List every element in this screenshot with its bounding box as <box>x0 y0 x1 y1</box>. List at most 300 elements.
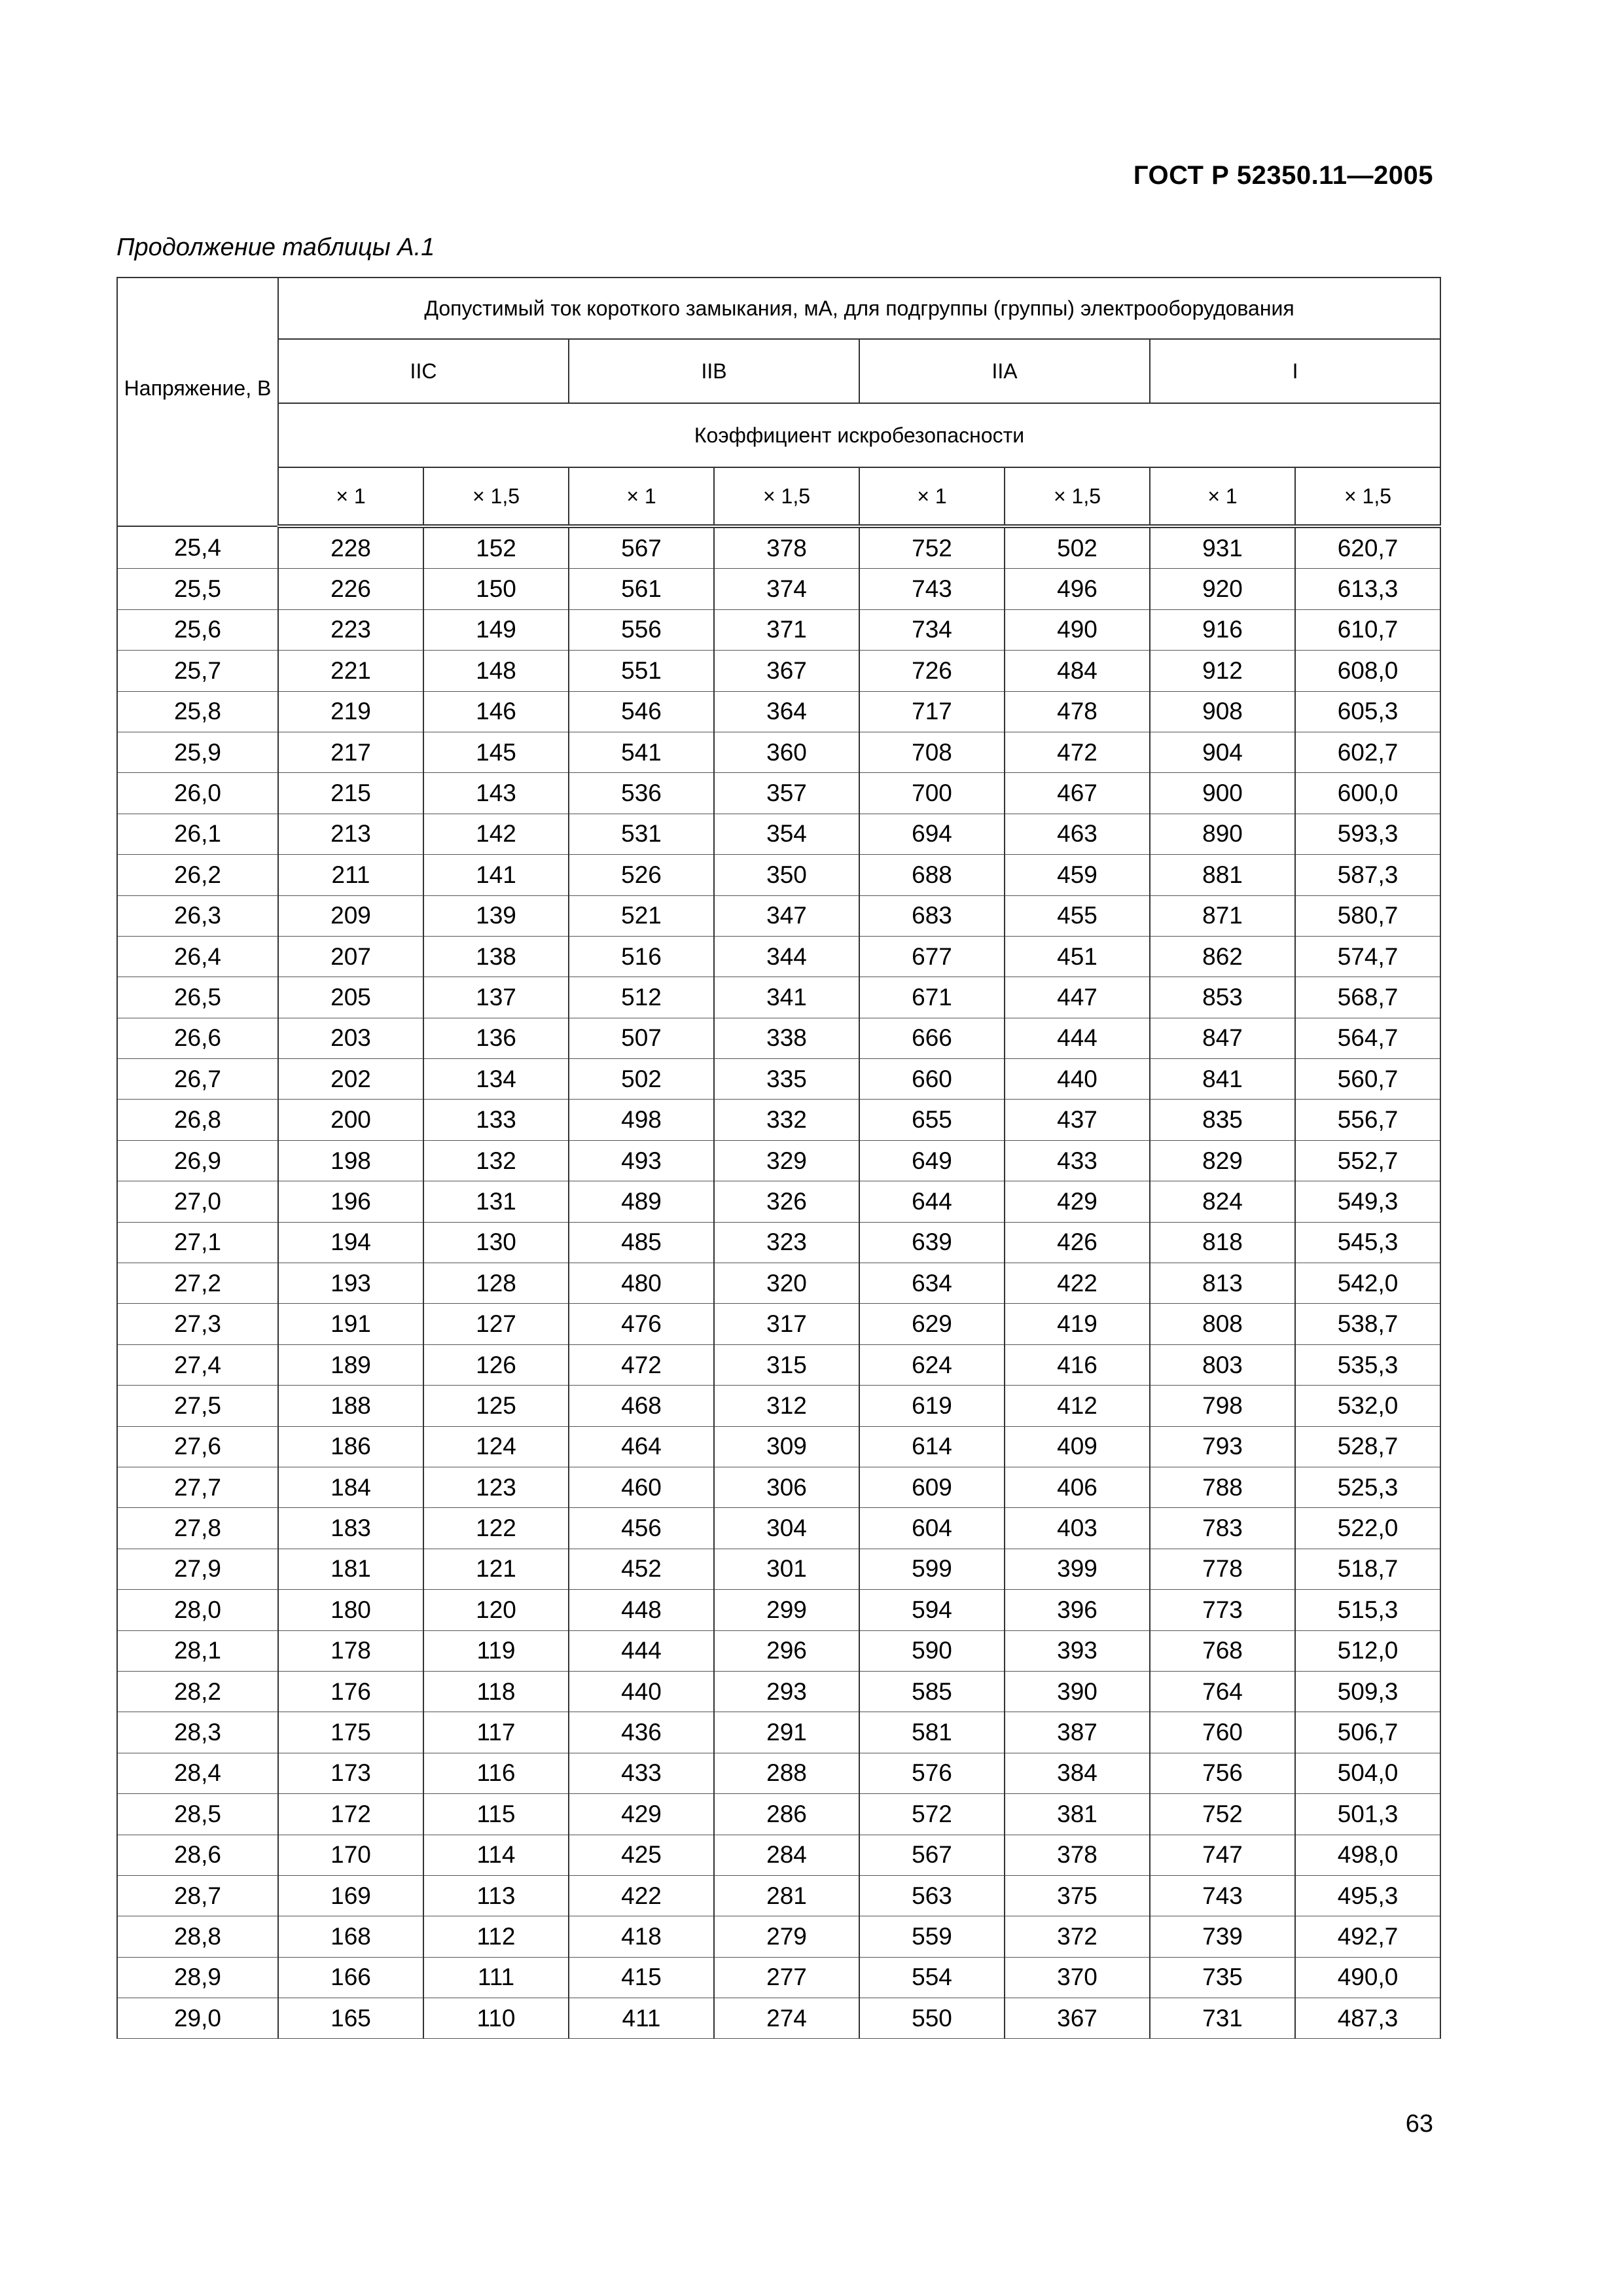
current-cell: 756 <box>1150 1753 1295 1793</box>
current-cell: 605,3 <box>1295 691 1440 732</box>
voltage-cell: 28,0 <box>117 1590 278 1630</box>
current-cell: 301 <box>714 1549 859 1589</box>
current-cell: 552,7 <box>1295 1140 1440 1181</box>
current-cell: 350 <box>714 855 859 895</box>
table-row <box>117 651 1440 691</box>
current-cell: 604 <box>859 1508 1005 1549</box>
current-cell: 211 <box>278 855 423 895</box>
current-header: Допустимый ток короткого замыкания, мА, для подгруппы (группы) электрооборудования <box>278 278 1440 339</box>
current-cell: 312 <box>714 1386 859 1426</box>
current-cell: 920 <box>1150 569 1295 609</box>
current-cell: 451 <box>1005 936 1150 977</box>
current-cell: 415 <box>569 1957 714 1998</box>
current-cell: 735 <box>1150 1957 1295 1998</box>
table-caption: Продолжение таблицы А.1 <box>116 234 435 261</box>
current-cell: 564,7 <box>1295 1018 1440 1058</box>
table-row <box>117 1549 1440 1589</box>
current-cell: 422 <box>569 1875 714 1916</box>
current-cell: 378 <box>714 526 859 569</box>
current-cell: 567 <box>859 1835 1005 1875</box>
table-row <box>117 1957 1440 1998</box>
table-row <box>117 1222 1440 1263</box>
current-cell: 528,7 <box>1295 1426 1440 1467</box>
current-cell: 299 <box>714 1590 859 1630</box>
current-cell: 152 <box>423 526 569 569</box>
table-body <box>117 526 1440 2039</box>
current-cell: 546 <box>569 691 714 732</box>
voltage-cell: 28,2 <box>117 1671 278 1712</box>
current-cell: 563 <box>859 1875 1005 1916</box>
current-cell: 141 <box>423 855 569 895</box>
current-cell: 671 <box>859 977 1005 1018</box>
table-row <box>117 1181 1440 1222</box>
current-cell: 150 <box>423 569 569 609</box>
current-cell: 326 <box>714 1181 859 1222</box>
current-cell: 504,0 <box>1295 1753 1440 1793</box>
current-cell: 472 <box>569 1344 714 1385</box>
voltage-cell: 27,5 <box>117 1386 278 1426</box>
table-row <box>117 1916 1440 1957</box>
voltage-cell: 26,8 <box>117 1100 278 1140</box>
voltage-cell: 25,5 <box>117 569 278 609</box>
current-cell: 708 <box>859 732 1005 772</box>
current-cell: 143 <box>423 773 569 814</box>
voltage-header: Напряжение, В <box>117 278 278 526</box>
current-cell: 306 <box>714 1467 859 1507</box>
current-cell: 535,3 <box>1295 1344 1440 1385</box>
current-cell: 387 <box>1005 1712 1150 1753</box>
current-cell: 773 <box>1150 1590 1295 1630</box>
current-cell: 279 <box>714 1916 859 1957</box>
current-cell: 580,7 <box>1295 895 1440 936</box>
coef-header: × 1 <box>1150 467 1295 526</box>
current-cell: 495,3 <box>1295 1875 1440 1916</box>
current-cell: 459 <box>1005 855 1150 895</box>
current-cell: 139 <box>423 895 569 936</box>
table-row <box>117 773 1440 814</box>
current-cell: 219 <box>278 691 423 732</box>
current-cell: 487,3 <box>1295 1998 1440 2039</box>
current-cell: 538,7 <box>1295 1304 1440 1344</box>
current-cell: 223 <box>278 609 423 650</box>
current-cell: 194 <box>278 1222 423 1263</box>
current-cell: 317 <box>714 1304 859 1344</box>
current-cell: 931 <box>1150 526 1295 569</box>
current-cell: 512 <box>569 977 714 1018</box>
current-cell: 146 <box>423 691 569 732</box>
current-cell: 561 <box>569 569 714 609</box>
voltage-cell: 28,3 <box>117 1712 278 1753</box>
table-row <box>117 1998 1440 2039</box>
current-cell: 666 <box>859 1018 1005 1058</box>
current-cell: 148 <box>423 651 569 691</box>
current-cell: 731 <box>1150 1998 1295 2039</box>
table-row <box>117 1590 1440 1630</box>
table-row <box>117 814 1440 854</box>
current-cell: 168 <box>278 1916 423 1957</box>
current-cell: 468 <box>569 1386 714 1426</box>
current-cell: 813 <box>1150 1263 1295 1304</box>
current-cell: 112 <box>423 1916 569 1957</box>
current-cell: 228 <box>278 526 423 569</box>
current-cell: 613,3 <box>1295 569 1440 609</box>
voltage-cell: 28,6 <box>117 1835 278 1875</box>
current-cell: 320 <box>714 1263 859 1304</box>
current-cell: 200 <box>278 1100 423 1140</box>
current-cell: 629 <box>859 1304 1005 1344</box>
page-number: 63 <box>1405 2110 1433 2138</box>
voltage-cell: 28,4 <box>117 1753 278 1793</box>
current-cell: 549,3 <box>1295 1181 1440 1222</box>
current-cell: 217 <box>278 732 423 772</box>
table-row <box>117 1794 1440 1835</box>
voltage-cell: 28,1 <box>117 1630 278 1671</box>
current-cell: 518,7 <box>1295 1549 1440 1589</box>
current-cell: 545,3 <box>1295 1222 1440 1263</box>
current-cell: 752 <box>1150 1794 1295 1835</box>
current-cell: 309 <box>714 1426 859 1467</box>
current-cell: 429 <box>1005 1181 1150 1222</box>
current-cell: 841 <box>1150 1059 1295 1100</box>
current-cell: 620,7 <box>1295 526 1440 569</box>
voltage-cell: 25,6 <box>117 609 278 650</box>
current-cell: 332 <box>714 1100 859 1140</box>
current-cell: 496 <box>1005 569 1150 609</box>
current-cell: 908 <box>1150 691 1295 732</box>
current-cell: 338 <box>714 1018 859 1058</box>
current-cell: 367 <box>714 651 859 691</box>
current-cell: 127 <box>423 1304 569 1344</box>
current-cell: 390 <box>1005 1671 1150 1712</box>
table-row <box>117 1712 1440 1753</box>
current-cell: 169 <box>278 1875 423 1916</box>
voltage-cell: 27,8 <box>117 1508 278 1549</box>
current-cell: 411 <box>569 1998 714 2039</box>
current-cell: 912 <box>1150 651 1295 691</box>
table-row <box>117 1753 1440 1793</box>
current-cell: 113 <box>423 1875 569 1916</box>
current-cell: 381 <box>1005 1794 1150 1835</box>
voltage-cell: 25,9 <box>117 732 278 772</box>
voltage-cell: 26,0 <box>117 773 278 814</box>
current-cell: 581 <box>859 1712 1005 1753</box>
current-cell: 507 <box>569 1018 714 1058</box>
current-cell: 422 <box>1005 1263 1150 1304</box>
current-cell: 286 <box>714 1794 859 1835</box>
current-cell: 554 <box>859 1957 1005 1998</box>
current-cell: 145 <box>423 732 569 772</box>
current-cell: 372 <box>1005 1916 1150 1957</box>
current-cell: 778 <box>1150 1549 1295 1589</box>
voltage-cell: 28,9 <box>117 1957 278 1998</box>
current-cell: 335 <box>714 1059 859 1100</box>
current-cell: 655 <box>859 1100 1005 1140</box>
current-cell: 593,3 <box>1295 814 1440 854</box>
current-cell: 726 <box>859 651 1005 691</box>
table-row <box>117 569 1440 609</box>
voltage-cell: 28,8 <box>117 1916 278 1957</box>
current-cell: 173 <box>278 1753 423 1793</box>
table-row <box>117 691 1440 732</box>
current-cell: 181 <box>278 1549 423 1589</box>
current-cell: 184 <box>278 1467 423 1507</box>
current-cell: 768 <box>1150 1630 1295 1671</box>
current-cell: 498 <box>569 1100 714 1140</box>
current-cell: 133 <box>423 1100 569 1140</box>
current-cell: 463 <box>1005 814 1150 854</box>
table-row <box>117 1304 1440 1344</box>
current-cell: 587,3 <box>1295 855 1440 895</box>
current-cell: 526 <box>569 855 714 895</box>
current-cell: 221 <box>278 651 423 691</box>
table-row <box>117 1508 1440 1549</box>
current-cell: 134 <box>423 1059 569 1100</box>
current-cell: 467 <box>1005 773 1150 814</box>
current-cell: 480 <box>569 1263 714 1304</box>
current-table <box>116 277 1441 2039</box>
current-cell: 354 <box>714 814 859 854</box>
table-row <box>117 732 1440 772</box>
current-cell: 824 <box>1150 1181 1295 1222</box>
current-cell: 576 <box>859 1753 1005 1793</box>
current-cell: 412 <box>1005 1386 1150 1426</box>
current-cell: 406 <box>1005 1467 1150 1507</box>
current-cell: 694 <box>859 814 1005 854</box>
voltage-cell: 27,9 <box>117 1549 278 1589</box>
current-cell: 344 <box>714 936 859 977</box>
current-cell: 585 <box>859 1671 1005 1712</box>
current-cell: 114 <box>423 1835 569 1875</box>
current-cell: 478 <box>1005 691 1150 732</box>
current-cell: 126 <box>423 1344 569 1385</box>
current-cell: 501,3 <box>1295 1794 1440 1835</box>
current-cell: 490,0 <box>1295 1957 1440 1998</box>
current-cell: 890 <box>1150 814 1295 854</box>
current-cell: 304 <box>714 1508 859 1549</box>
current-cell: 683 <box>859 895 1005 936</box>
current-cell: 213 <box>278 814 423 854</box>
current-cell: 403 <box>1005 1508 1150 1549</box>
current-cell: 393 <box>1005 1630 1150 1671</box>
current-cell: 492,7 <box>1295 1916 1440 1957</box>
current-cell: 205 <box>278 977 423 1018</box>
current-cell: 293 <box>714 1671 859 1712</box>
current-cell: 419 <box>1005 1304 1150 1344</box>
current-cell: 207 <box>278 936 423 977</box>
coef-header: × 1 <box>278 467 423 526</box>
table-row <box>117 1835 1440 1875</box>
coef-header: × 1,5 <box>1005 467 1150 526</box>
current-cell: 490 <box>1005 609 1150 650</box>
current-cell: 226 <box>278 569 423 609</box>
current-cell: 437 <box>1005 1100 1150 1140</box>
group-header-i: I <box>1150 339 1440 403</box>
current-cell: 464 <box>569 1426 714 1467</box>
current-cell: 165 <box>278 1998 423 2039</box>
voltage-cell: 26,2 <box>117 855 278 895</box>
group-header-iic: IIC <box>278 339 569 403</box>
current-cell: 444 <box>1005 1018 1150 1058</box>
current-cell: 203 <box>278 1018 423 1058</box>
current-cell: 384 <box>1005 1753 1150 1793</box>
table-row <box>117 1426 1440 1467</box>
current-cell: 110 <box>423 1998 569 2039</box>
current-cell: 367 <box>1005 1998 1150 2039</box>
group-header-iib: IIB <box>569 339 859 403</box>
current-cell: 522,0 <box>1295 1508 1440 1549</box>
current-cell: 329 <box>714 1140 859 1181</box>
current-cell: 166 <box>278 1957 423 1998</box>
current-cell: 119 <box>423 1630 569 1671</box>
voltage-cell: 27,7 <box>117 1467 278 1507</box>
group-header-iia: IIA <box>859 339 1150 403</box>
current-cell: 117 <box>423 1712 569 1753</box>
current-cell: 609 <box>859 1467 1005 1507</box>
current-cell: 209 <box>278 895 423 936</box>
current-cell: 610,7 <box>1295 609 1440 650</box>
current-cell: 360 <box>714 732 859 772</box>
current-cell: 572 <box>859 1794 1005 1835</box>
current-cell: 183 <box>278 1508 423 1549</box>
current-cell: 447 <box>1005 977 1150 1018</box>
current-cell: 202 <box>278 1059 423 1100</box>
current-cell: 425 <box>569 1835 714 1875</box>
table-row <box>117 609 1440 650</box>
voltage-cell: 26,9 <box>117 1140 278 1181</box>
current-cell: 764 <box>1150 1671 1295 1712</box>
current-cell: 296 <box>714 1630 859 1671</box>
current-cell: 594 <box>859 1590 1005 1630</box>
current-cell: 783 <box>1150 1508 1295 1549</box>
current-cell: 574,7 <box>1295 936 1440 977</box>
current-cell: 370 <box>1005 1957 1150 1998</box>
current-cell: 131 <box>423 1181 569 1222</box>
current-cell: 476 <box>569 1304 714 1344</box>
current-cell: 818 <box>1150 1222 1295 1263</box>
current-cell: 847 <box>1150 1018 1295 1058</box>
current-cell: 429 <box>569 1794 714 1835</box>
current-cell: 506,7 <box>1295 1712 1440 1753</box>
current-cell: 444 <box>569 1630 714 1671</box>
current-cell: 472 <box>1005 732 1150 772</box>
current-cell: 137 <box>423 977 569 1018</box>
current-cell: 502 <box>569 1059 714 1100</box>
current-cell: 502 <box>1005 526 1150 569</box>
current-cell: 743 <box>1150 1875 1295 1916</box>
document-code: ГОСТ Р 52350.11—2005 <box>1133 161 1433 190</box>
current-cell: 189 <box>278 1344 423 1385</box>
current-cell: 170 <box>278 1835 423 1875</box>
current-cell: 531 <box>569 814 714 854</box>
current-cell: 829 <box>1150 1140 1295 1181</box>
table-row <box>117 1386 1440 1426</box>
current-cell: 516 <box>569 936 714 977</box>
current-cell: 900 <box>1150 773 1295 814</box>
current-cell: 624 <box>859 1344 1005 1385</box>
current-cell: 871 <box>1150 895 1295 936</box>
current-cell: 484 <box>1005 651 1150 691</box>
current-cell: 115 <box>423 1794 569 1835</box>
voltage-cell: 29,0 <box>117 1998 278 2039</box>
current-cell: 116 <box>423 1753 569 1793</box>
current-cell: 121 <box>423 1549 569 1589</box>
table-row <box>117 1140 1440 1181</box>
table-row <box>117 936 1440 977</box>
voltage-cell: 26,7 <box>117 1059 278 1100</box>
current-cell: 798 <box>1150 1386 1295 1426</box>
current-cell: 274 <box>714 1998 859 2039</box>
current-cell: 788 <box>1150 1467 1295 1507</box>
current-cell: 409 <box>1005 1426 1150 1467</box>
current-cell: 176 <box>278 1671 423 1712</box>
current-cell: 433 <box>1005 1140 1150 1181</box>
current-cell: 347 <box>714 895 859 936</box>
table-row <box>117 1100 1440 1140</box>
coef-header: × 1 <box>859 467 1005 526</box>
current-cell: 660 <box>859 1059 1005 1100</box>
voltage-cell: 27,1 <box>117 1222 278 1263</box>
current-cell: 433 <box>569 1753 714 1793</box>
current-cell: 124 <box>423 1426 569 1467</box>
current-cell: 149 <box>423 609 569 650</box>
current-cell: 862 <box>1150 936 1295 977</box>
current-cell: 541 <box>569 732 714 772</box>
current-cell: 378 <box>1005 1835 1150 1875</box>
current-cell: 142 <box>423 814 569 854</box>
current-cell: 739 <box>1150 1916 1295 1957</box>
current-cell: 881 <box>1150 855 1295 895</box>
current-cell: 188 <box>278 1386 423 1426</box>
current-cell: 277 <box>714 1957 859 1998</box>
current-cell: 485 <box>569 1222 714 1263</box>
current-cell: 498,0 <box>1295 1835 1440 1875</box>
current-cell: 600,0 <box>1295 773 1440 814</box>
current-cell: 542,0 <box>1295 1263 1440 1304</box>
voltage-cell: 26,6 <box>117 1018 278 1058</box>
current-cell: 551 <box>569 651 714 691</box>
current-cell: 175 <box>278 1712 423 1753</box>
current-cell: 375 <box>1005 1875 1150 1916</box>
table-row <box>117 1630 1440 1671</box>
voltage-cell: 27,3 <box>117 1304 278 1344</box>
voltage-cell: 27,0 <box>117 1181 278 1222</box>
current-cell: 196 <box>278 1181 423 1222</box>
current-cell: 436 <box>569 1712 714 1753</box>
current-cell: 448 <box>569 1590 714 1630</box>
current-cell: 536 <box>569 773 714 814</box>
current-cell: 853 <box>1150 977 1295 1018</box>
current-cell: 509,3 <box>1295 1671 1440 1712</box>
current-cell: 118 <box>423 1671 569 1712</box>
current-cell: 130 <box>423 1222 569 1263</box>
current-cell: 291 <box>714 1712 859 1753</box>
current-cell: 136 <box>423 1018 569 1058</box>
table-row <box>117 855 1440 895</box>
current-cell: 639 <box>859 1222 1005 1263</box>
current-cell: 550 <box>859 1998 1005 2039</box>
current-cell: 456 <box>569 1508 714 1549</box>
current-cell: 803 <box>1150 1344 1295 1385</box>
current-cell: 532,0 <box>1295 1386 1440 1426</box>
table-row <box>117 1059 1440 1100</box>
voltage-cell: 28,7 <box>117 1875 278 1916</box>
current-cell: 132 <box>423 1140 569 1181</box>
current-cell: 590 <box>859 1630 1005 1671</box>
current-cell: 743 <box>859 569 1005 609</box>
table-row <box>117 1018 1440 1058</box>
current-cell: 556 <box>569 609 714 650</box>
voltage-cell: 25,8 <box>117 691 278 732</box>
